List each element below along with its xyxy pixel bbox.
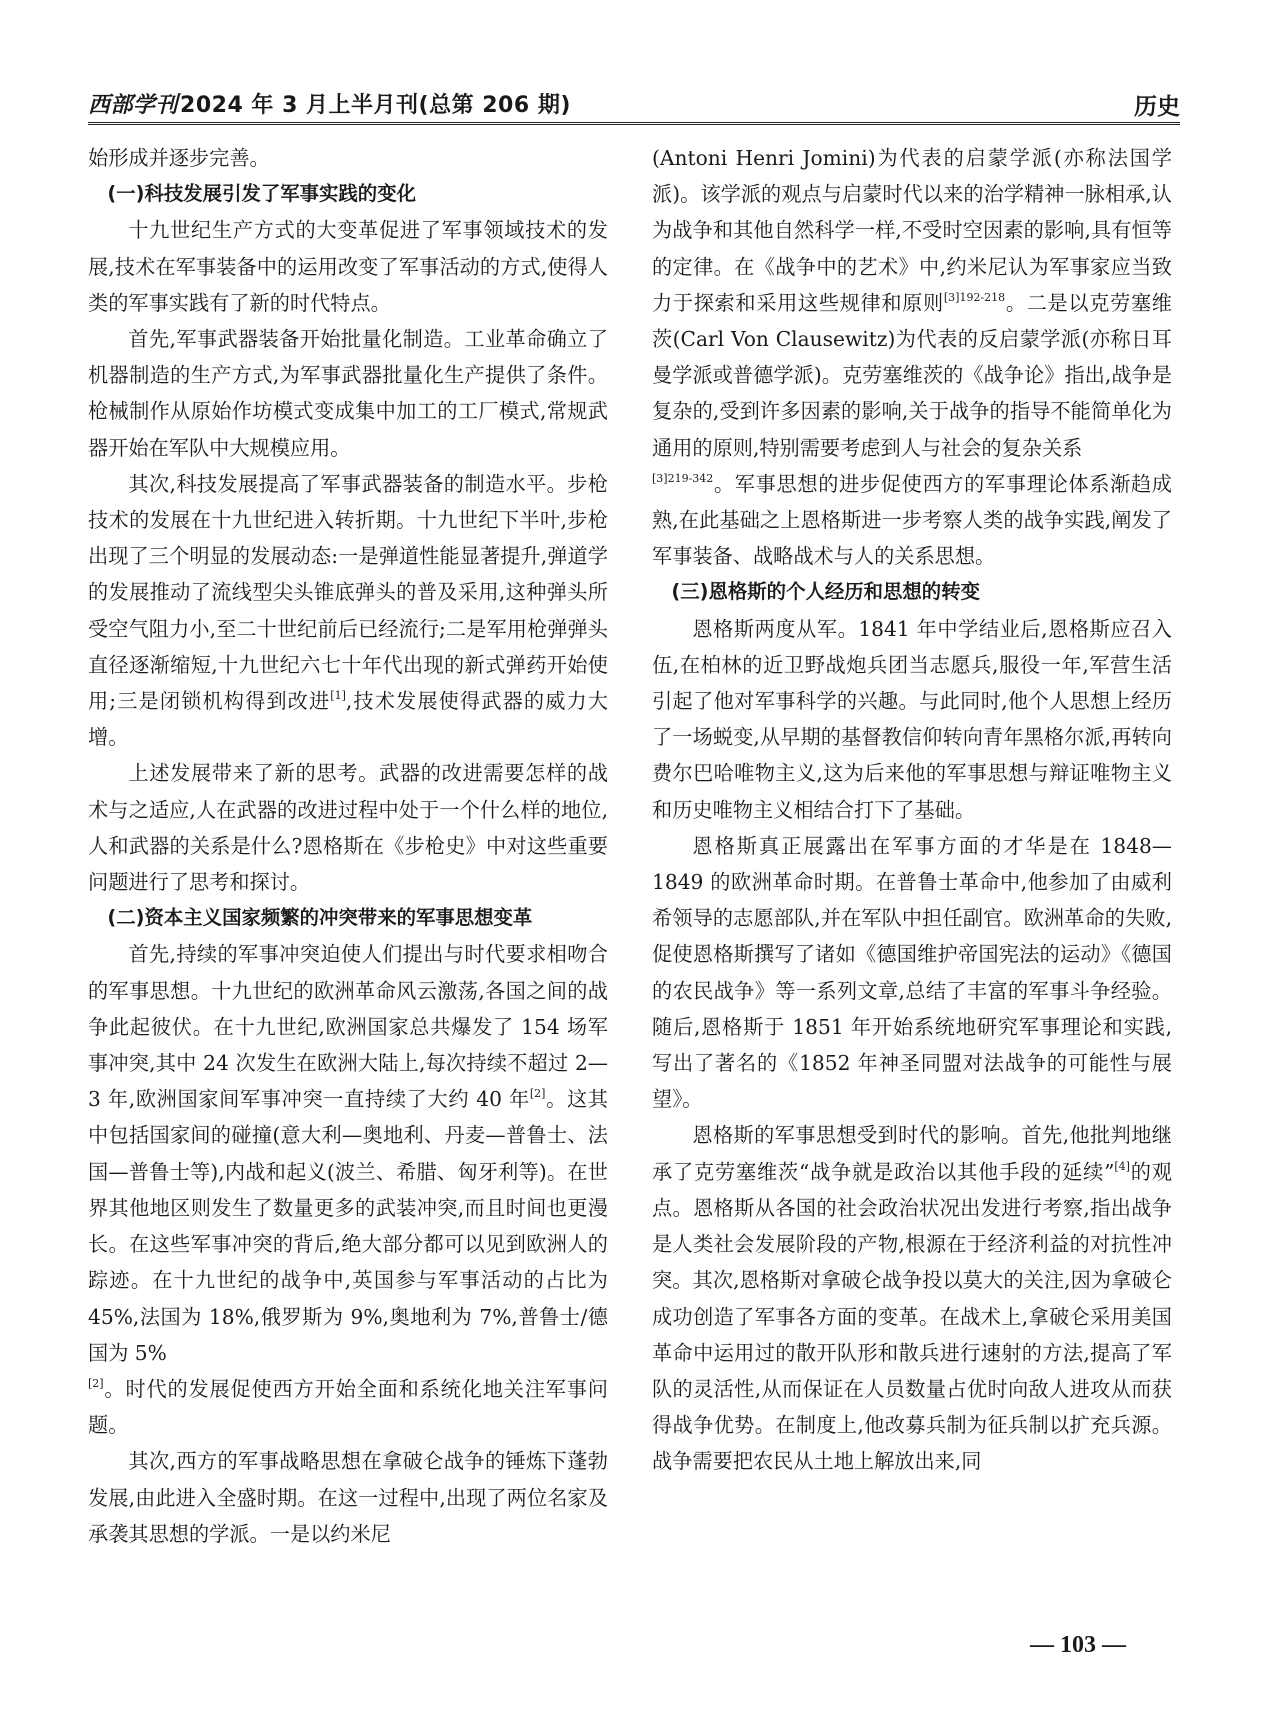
citation-marker: [4] bbox=[1114, 1159, 1130, 1173]
citation-marker: [1] bbox=[330, 689, 346, 703]
citation-marker: [2] bbox=[88, 1377, 104, 1391]
section-heading bbox=[88, 176, 608, 212]
paragraph bbox=[652, 611, 1172, 828]
paragraph-text: (二)资本主义国家频繁的冲突带来的军事思想变革 bbox=[107, 906, 533, 930]
section-label: 历史 bbox=[1134, 94, 1180, 120]
paragraph-text: 恩格斯的军事思想受到时代的影响。首先,他批判地继承了克劳塞维茨“战争就是政治以其他手段的延续” bbox=[652, 1123, 1172, 1184]
running-header bbox=[88, 86, 1180, 126]
section-heading bbox=[652, 574, 1172, 610]
paragraph-text: (三)恩格斯的个人经历和思想的转变 bbox=[671, 580, 980, 604]
paragraph-text-tail: 。这其中包括国家间的碰撞(意大利—奥地利、丹麦—普鲁士、法国—普鲁士等),内战和起义(波兰、希腊、匈牙利等)。在世界其他地区则发生了数量更多的武装冲突,而且时间也更漫长。在这些军事冲突的背后,绝大部分都可以见到欧洲人的踪迹。在十九世纪的战争中,英国参与军事活动的占比为 45%,法国为 18%,俄罗斯为 9%,奥地利为 7%,普鲁士/德国为 5% bbox=[88, 1087, 608, 1365]
paragraph bbox=[88, 1443, 608, 1552]
paragraph-text: 上述发展带来了新的思考。武器的改进需要怎样的战术与之适应,人在武器的改进过程中处于一个什么样的地位,人和武器的关系是什么?恩格斯在《步枪史》中对这些重要问题进行了思考和探讨。 bbox=[88, 761, 608, 895]
paragraph-text-tail: 。时代的发展促使西方开始全面和系统化地关注军事问题。 bbox=[88, 1376, 608, 1438]
citation-marker: [3]219-342 bbox=[652, 472, 714, 486]
header-rule bbox=[88, 122, 1180, 125]
paragraph-text-tail: 的观点。恩格斯从各国的社会政治状况出发进行考察,指出战争是人类社会发展阶段的产物,根源在于经济利益的对抗性冲突。其次,恩格斯对拿破仑战争投以莫大的关注,因为拿破仑成功创造了军事各方面的变革。在战术上,拿破仑采用美国革命中运用过的散开队形和散兵进行速射的方法,提高了军队的灵活性,从而保证在人员数量占优时向敌人进攻从而获得战争优势。在制度上,他改募兵制为征兵制以扩充兵源。战争需要把农民从土地上解放出来,同 bbox=[652, 1159, 1172, 1474]
section-heading bbox=[88, 900, 608, 936]
paragraph-text: 恩格斯两度从军。1841 年中学结业后,恩格斯应召入伍,在柏林的近卫野战炮兵团当志愿兵,服役一年,军营生活引起了他对军事科学的兴趣。与此同时,他个人思想上经历了一场蜕变,从早期的基督教信仰转向青年黑格尔派,再转向费尔巴哈唯物主义,这为后来他的军事思想与辩证唯物主义和历史唯物主义相结合打下了基础。 bbox=[652, 616, 1172, 822]
journal-issue: 2024 年 3 月上半月刊(总第 206 期) bbox=[180, 93, 571, 118]
paragraph bbox=[88, 755, 608, 900]
page-number: — 103 — bbox=[1030, 1632, 1126, 1658]
paragraph-text-tail: 。二是以克劳塞维茨(Carl Von Clausewitz)为代表的反启蒙学派(亦称日耳曼学派或普德学派)。克劳塞维茨的《战争论》指出,战争是复杂的,受到许多因素的影响,关于战争的指导不能简单化为通用的原则,特别需要考虑到人与社会的复杂关系 bbox=[652, 290, 1172, 460]
paragraph-text-tail: 。军事思想的进步促使西方的军事理论体系渐趋成熟,在此基础之上恩格斯进一步考察人类的战争实践,阐发了军事装备、战略战术与人的关系思想。 bbox=[652, 471, 1172, 569]
citation-marker: [3]192-218 bbox=[943, 291, 1006, 305]
paragraph-text: 始形成并逐步完善。 bbox=[88, 146, 270, 170]
paragraph bbox=[88, 212, 608, 321]
paragraph bbox=[88, 466, 608, 756]
paragraph-continuation bbox=[652, 140, 1172, 466]
paragraph-text: 十九世纪生产方式的大变革促进了军事领域技术的发展,技术在军事装备中的运用改变了军事活动的方式,使得人类的军事实践有了新的时代特点。 bbox=[88, 218, 608, 315]
citation-marker: [2] bbox=[529, 1087, 546, 1101]
journal-logo: 西部学刊 bbox=[88, 92, 179, 118]
paragraph bbox=[652, 828, 1172, 1118]
paragraph-text: 首先,军事武器装备开始批量化制造。工业革命确立了机器制造的生产方式,为军事武器批量化生产提供了条件。枪械制作从原始作坊模式变成集中加工的工厂模式,常规武器开始在军队中大规模应用。 bbox=[88, 327, 608, 460]
paragraph-text: 其次,科技发展提高了军事武器装备的制造水平。步枪技术的发展在十九世纪进入转折期。十九世纪下半叶,步枪出现了三个明显的发展动态:一是弹道性能显著提升,弹道学的发展推动了流线型尖头锥底弹头的普及采用,这种弹头所受空气阻力小,至二十世纪前后已经流行;二是军用枪弹弹头直径逐渐缩短,十九世纪六七十年代出现的新式弹药开始使用;三是闭锁机构得到改进 bbox=[88, 471, 608, 714]
paragraph-continuation bbox=[652, 466, 1172, 575]
paragraph-text: 首先,持续的军事冲突迫使人们提出与时代要求相吻合的军事思想。十九世纪的欧洲革命风云激荡,各国之间的战争此起彼伏。在十九世纪,欧洲国家总共爆发了 154 场军事冲突,其中 24 次发生在欧洲大陆上,每次持续不超过 2—3 年,欧洲国家间军事冲突一直持续了大约 40 年 bbox=[88, 942, 608, 1112]
paragraph bbox=[88, 936, 608, 1370]
paragraph-text: (Antoni Henri Jomini)为代表的启蒙学派(亦称法国学派)。该学派的观点与启蒙时代以来的治学精神一脉相承,认为战争和其他自然科学一样,不受时空因素的影响,具有恒等的定律。在《战争中的艺术》中,约米尼认为军事家应当致力于探索和采用这些规律和原则 bbox=[652, 146, 1172, 315]
paragraph-continuation bbox=[88, 140, 608, 176]
journal-title bbox=[88, 88, 571, 119]
paragraph bbox=[652, 1117, 1172, 1479]
paragraph-text-tail: ,技术发展使得武器的威力大增。 bbox=[88, 689, 608, 750]
right-column bbox=[652, 140, 1172, 1640]
paragraph-text: (一)科技发展引发了军事实践的变化 bbox=[107, 182, 416, 206]
left-column bbox=[88, 140, 608, 1640]
paragraph-text: 恩格斯真正展露出在军事方面的才华是在 1848—1849 的欧洲革命时期。在普鲁士革命中,他参加了由威利希领导的志愿部队,并在军队中担任副官。欧洲革命的失败,促使恩格斯撰写了诸如《德国维护帝国宪法的运动》《德国的农民战争》等一系列文章,总结了丰富的军事斗争经验。随后,恩格斯于 1851 年开始系统地研究军事理论和实践,写出了著名的《1852 年神圣同盟对法战争的可能性与展望》。 bbox=[652, 833, 1172, 1112]
paragraph-continuation bbox=[88, 1371, 608, 1443]
paragraph-text: 其次,西方的军事战略思想在拿破仑战争的锤炼下蓬勃发展,由此进入全盛时期。在这一过程中,出现了两位名家及承袭其思想的学派。一是以约米尼 bbox=[88, 1449, 608, 1546]
paragraph bbox=[88, 321, 608, 466]
